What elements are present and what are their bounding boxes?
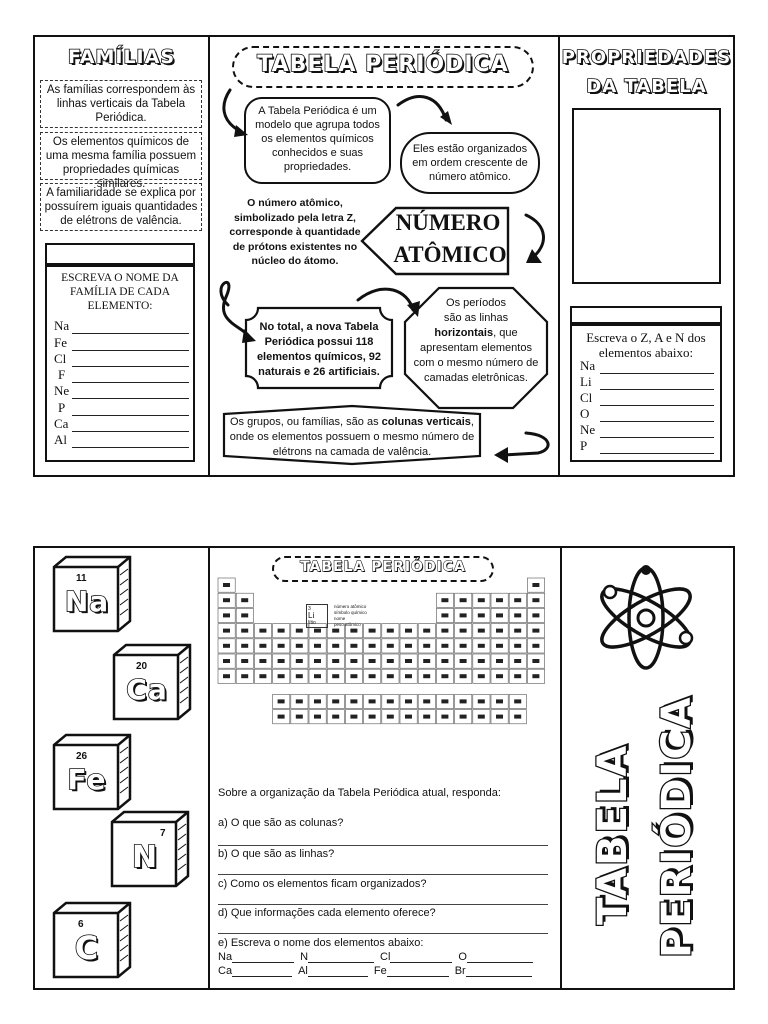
periodic-cell-symbol-mark	[460, 598, 467, 602]
question-b: b) O que são as linhas?	[218, 848, 335, 860]
familias-note-1: As famílias correspondem às linhas verticais da Tabela Periódica.	[40, 80, 202, 128]
periodic-cell-symbol-mark	[387, 659, 394, 663]
periodic-table-figure	[216, 572, 556, 784]
propriedades-exercise-title: Escreva o Z, A e N dos elementos abaixo:	[586, 330, 706, 360]
periodic-cell-symbol-mark	[423, 674, 430, 678]
periodic-cell-symbol-mark	[369, 715, 376, 719]
element-number: 20	[136, 661, 148, 672]
answer-line[interactable]	[72, 350, 189, 351]
propriedades-element: Ne	[580, 422, 596, 437]
familias-flap[interactable]	[45, 243, 195, 265]
vertical-title-1: TABELA	[590, 743, 636, 925]
periodic-cell-symbol-mark	[496, 644, 503, 648]
name-line[interactable]	[466, 965, 532, 977]
periodic-cell-symbol-mark	[296, 699, 303, 703]
periodic-cell-symbol-mark	[241, 644, 248, 648]
periodic-cell-symbol-mark	[241, 598, 248, 602]
name-line[interactable]	[387, 965, 449, 977]
element-block-c	[52, 901, 132, 979]
periodic-cell-symbol-mark	[532, 644, 539, 648]
periodic-cell-symbol-mark	[241, 629, 248, 633]
periodic-cell-symbol-mark	[223, 644, 230, 648]
periodic-cell-symbol-mark	[241, 613, 248, 617]
element-number: 7	[160, 828, 166, 839]
periodic-cell-symbol-mark	[532, 583, 539, 587]
periodic-cell-symbol-mark	[460, 659, 467, 663]
propriedades-flap[interactable]	[570, 306, 722, 324]
periodic-cell-symbol-mark	[441, 644, 448, 648]
periodic-cell-symbol-mark	[314, 659, 321, 663]
periodic-cell-symbol-mark	[332, 699, 339, 703]
periodic-cell-symbol-mark	[387, 699, 394, 703]
periodic-cell-symbol-mark	[259, 629, 266, 633]
name-line[interactable]	[232, 951, 294, 963]
periodic-cell-symbol-mark	[241, 674, 248, 678]
periodic-cell-symbol-mark	[241, 659, 248, 663]
periodic-cell-symbol-mark	[478, 629, 485, 633]
names-row-2	[218, 965, 554, 977]
familias-element-list	[54, 318, 189, 448]
answer-line-d[interactable]	[218, 932, 548, 934]
legend-sample-name: lítio	[308, 620, 316, 626]
element-block-n	[110, 810, 190, 888]
periodic-cell-symbol-mark	[514, 674, 521, 678]
legend-sample-number: 3	[308, 606, 311, 612]
groups-bold: colunas verticais	[381, 416, 471, 428]
answer-line[interactable]	[600, 421, 714, 422]
atomic-number-label-2: ATÔMICO	[393, 242, 507, 267]
periods-line-3: , que apresentam elementos com o mesmo número de camadas eletrônicas.	[413, 327, 539, 384]
answer-line[interactable]	[600, 389, 714, 390]
periodic-cell-symbol-mark	[314, 674, 321, 678]
bottom-center-title: TABELA PERIÓDICA	[300, 559, 466, 575]
periods-line-2: são as linhas	[443, 312, 509, 324]
periodic-cell-symbol-mark	[314, 629, 321, 633]
familias-element: Fe	[54, 334, 67, 350]
familias-element: Ne	[54, 383, 70, 399]
periodic-cell-symbol-mark	[296, 674, 303, 678]
periodic-cell-symbol-mark	[278, 629, 285, 633]
element-symbol: Fe	[67, 763, 107, 796]
periodic-cell-symbol-mark	[223, 674, 230, 678]
periodic-cell-symbol-mark	[441, 598, 448, 602]
periodic-cell-symbol-mark	[350, 659, 357, 663]
answer-line[interactable]	[72, 398, 189, 399]
periodic-cell-symbol-mark	[532, 613, 539, 617]
legend-label: nome	[334, 616, 346, 621]
periodic-cell-symbol-mark	[405, 659, 412, 663]
periodic-cell-symbol-mark	[405, 715, 412, 719]
periodic-cell-symbol-mark	[332, 644, 339, 648]
legend-sample-symbol: Li	[308, 611, 315, 620]
propriedades-element-list	[580, 358, 714, 454]
periodic-cell-symbol-mark	[223, 583, 230, 587]
periodic-cell-symbol-mark	[296, 629, 303, 633]
name-prompt: Ca	[218, 965, 233, 977]
periodic-cell-symbol-mark	[332, 674, 339, 678]
name-prompt: Fe	[373, 965, 387, 977]
periodic-cell-symbol-mark	[514, 699, 521, 703]
periodic-cell-symbol-mark	[514, 644, 521, 648]
periodic-cell-symbol-mark	[296, 644, 303, 648]
questions-intro: Sobre a organização da Tabela Periódica atual, responda:	[218, 787, 501, 799]
question-c: c) Como os elementos ficam organizados?	[218, 878, 427, 890]
name-prompt: N	[300, 951, 309, 963]
periodic-cell-symbol-mark	[405, 674, 412, 678]
periodic-cell-symbol-mark	[278, 644, 285, 648]
element-block-ca	[112, 643, 192, 721]
periodic-table-grid	[216, 572, 556, 784]
answer-line[interactable]	[72, 366, 189, 367]
element-block-na	[52, 555, 132, 633]
periodic-cell-symbol-mark	[496, 629, 503, 633]
propriedades-element: P	[580, 438, 588, 453]
periodic-cell-symbol-mark	[514, 659, 521, 663]
answer-line[interactable]	[600, 437, 714, 438]
periodic-cell-symbol-mark	[460, 699, 467, 703]
element-symbol: Na	[64, 585, 110, 618]
legend-label: número atômico	[334, 604, 367, 609]
name-line[interactable]	[467, 951, 533, 963]
familias-exercise-title: ESCREVA O NOME DA FAMÍLIA DE CADA ELEMENTO:	[61, 272, 179, 312]
periodic-cell-symbol-mark	[296, 715, 303, 719]
legend-labels	[334, 604, 367, 628]
periodic-cell-symbol-mark	[332, 659, 339, 663]
familias-note-3: A familiaridade se explica por possuírem iguais quantidades de elétrons de valência.	[40, 183, 202, 231]
periodic-cell-symbol-mark	[496, 598, 503, 602]
element-number: 11	[76, 573, 87, 584]
periodic-cell-symbol-mark	[223, 613, 230, 617]
familias-note-2: Os elementos químicos de uma mesma família possuem propriedades químicas similares.	[40, 132, 202, 180]
groups-line-1: Os grupos, ou famílias, são as	[230, 416, 379, 428]
periodic-cell-symbol-mark	[514, 598, 521, 602]
periodic-cell-symbol-mark	[478, 699, 485, 703]
periodic-cell-symbol-mark	[532, 598, 539, 602]
answer-line[interactable]	[72, 431, 189, 432]
periodic-cell-symbol-mark	[460, 629, 467, 633]
periodic-cell-symbol-mark	[405, 629, 412, 633]
periodic-cell-symbol-mark	[387, 629, 394, 633]
periodic-cell-symbol-mark	[478, 715, 485, 719]
periodic-cell-symbol-mark	[478, 644, 485, 648]
name-line[interactable]	[232, 965, 292, 977]
groups-line-2: , onde os elementos possuem o mesmo número de elétrons na camada de valência.	[229, 416, 475, 458]
answer-line[interactable]	[600, 405, 714, 406]
element-symbol: N	[131, 840, 159, 875]
periodic-cell-symbol-mark	[405, 644, 412, 648]
periodic-cell-symbol-mark	[387, 715, 394, 719]
periodic-cell-symbol-mark	[423, 699, 430, 703]
periodic-cell-symbol-mark	[350, 674, 357, 678]
propriedades-notes-box[interactable]	[572, 108, 721, 284]
atomic-number-text: O número atômico, simbolizado pela letra Z, corresponde à quantidade de prótons existentes no núcleo do átomo.	[229, 197, 361, 267]
periods-line-1: Os períodos	[446, 297, 506, 309]
familias-element: F	[58, 367, 66, 383]
answer-line-b[interactable]	[218, 873, 548, 875]
periodic-cell-symbol-mark	[460, 644, 467, 648]
periodic-cell-symbol-mark	[460, 715, 467, 719]
periodic-cell-symbol-mark	[296, 659, 303, 663]
periodic-cell-symbol-mark	[350, 715, 357, 719]
periodic-cell-symbol-mark	[496, 674, 503, 678]
periodic-cell-symbol-mark	[369, 699, 376, 703]
atomic-number-label-1: NÚMERO	[395, 210, 501, 235]
legend-sample	[306, 604, 328, 628]
periodic-cell-symbol-mark	[514, 629, 521, 633]
periodic-cell-symbol-mark	[350, 699, 357, 703]
periodic-cell-symbol-mark	[532, 629, 539, 633]
periodic-cell-symbol-mark	[259, 674, 266, 678]
periodic-cell-symbol-mark	[423, 644, 430, 648]
periodic-cell-symbol-mark	[423, 715, 430, 719]
periodic-cell-symbol-mark	[441, 659, 448, 663]
periodic-cell-symbol-mark	[478, 613, 485, 617]
periodic-cell-symbol-mark	[278, 674, 285, 678]
answer-line[interactable]	[600, 453, 714, 454]
name-line[interactable]	[308, 951, 374, 963]
periodic-cell-symbol-mark	[405, 699, 412, 703]
periodic-cell-symbol-mark	[478, 674, 485, 678]
propriedades-title-2: DA TABELA	[586, 76, 707, 97]
periodic-cell-symbol-mark	[314, 699, 321, 703]
periodic-cell-symbol-mark	[423, 629, 430, 633]
familias-element: P	[58, 399, 66, 415]
periodic-cell-symbol-mark	[478, 659, 485, 663]
periodic-cell-symbol-mark	[441, 629, 448, 633]
answer-line[interactable]	[72, 415, 189, 416]
familias-element: Ca	[54, 416, 69, 432]
periodic-cell-symbol-mark	[387, 644, 394, 648]
element-number: 26	[76, 751, 88, 762]
periodic-cell-symbol-mark	[278, 715, 285, 719]
familias-element: Cl	[54, 350, 67, 366]
ordered-bubble: Eles estão organizados em ordem crescente de número atômico.	[400, 132, 540, 194]
periodic-cell-symbol-mark	[441, 674, 448, 678]
element-block-fe	[52, 733, 132, 811]
legend-label: peso atômico	[334, 622, 361, 627]
name-prompt: Na	[218, 951, 233, 963]
answer-line[interactable]	[72, 382, 189, 383]
periodic-cell-symbol-mark	[423, 659, 430, 663]
periodic-cell-symbol-mark	[259, 644, 266, 648]
periodic-cell-symbol-mark	[223, 659, 230, 663]
name-prompt: Cl	[380, 951, 391, 963]
atom-icon	[590, 562, 702, 674]
periodic-cell-symbol-mark	[532, 674, 539, 678]
periodic-cell-symbol-mark	[259, 659, 266, 663]
name-prompt: Al	[298, 965, 308, 977]
element-symbol: C	[74, 929, 100, 967]
answer-line[interactable]	[72, 333, 189, 334]
periods-bold: horizontais	[434, 327, 494, 339]
answer-line-a[interactable]	[218, 844, 548, 846]
periodic-cell-symbol-mark	[514, 613, 521, 617]
propriedades-element: Li	[580, 374, 592, 389]
periodic-cell-symbol-mark	[278, 659, 285, 663]
element-number: 6	[78, 919, 84, 930]
legend-label: símbolo químico	[334, 610, 367, 615]
question-d: d) Que informações cada elemento oferece?	[218, 907, 436, 919]
periodic-cell-symbol-mark	[441, 715, 448, 719]
definition-bubble: A Tabela Periódica é um modelo que agrupa todos os elementos químicos conhecidos e suas propriedades.	[244, 97, 391, 184]
periodic-cell-symbol-mark	[496, 659, 503, 663]
name-line[interactable]	[390, 951, 452, 963]
periodic-cell-symbol-mark	[223, 598, 230, 602]
propriedades-element: O	[580, 406, 590, 421]
periodic-cell-symbol-mark	[314, 644, 321, 648]
names-row-1	[218, 951, 554, 963]
periodic-cell-symbol-mark	[514, 715, 521, 719]
periodic-cell-symbol-mark	[369, 644, 376, 648]
familias-element: Al	[54, 432, 67, 448]
name-line[interactable]	[308, 965, 368, 977]
periodic-cell-symbol-mark	[350, 644, 357, 648]
question-e: e) Escreva o nome dos elementos abaixo:	[218, 937, 424, 949]
name-prompt: O	[458, 951, 467, 963]
periodic-cell-symbol-mark	[478, 598, 485, 602]
periodic-cell-symbol-mark	[369, 674, 376, 678]
familias-element: Na	[54, 318, 70, 334]
total-text: No total, a nova Tabela Periódica possui 118 elementos químicos, 92 naturais e 26 artificiais.	[256, 321, 382, 378]
propriedades-element: Cl	[580, 390, 593, 405]
arrows-decor	[208, 35, 560, 477]
name-prompt: Br	[454, 965, 466, 977]
answer-line[interactable]	[72, 447, 189, 448]
center-title: TABELA PERIÓDICA	[257, 52, 509, 77]
vertical-title-2: PERIÓDICA	[654, 695, 700, 958]
periodic-cell-symbol-mark	[332, 715, 339, 719]
periodic-cell-symbol-mark	[441, 699, 448, 703]
periodic-cell-symbol-mark	[369, 629, 376, 633]
answer-line-c[interactable]	[218, 903, 548, 905]
question-a: a) O que são as colunas?	[218, 817, 344, 829]
periodic-cell-symbol-mark	[496, 613, 503, 617]
periodic-cell-symbol-mark	[496, 699, 503, 703]
answer-line[interactable]	[600, 373, 714, 374]
periodic-cell-symbol-mark	[350, 629, 357, 633]
periodic-cell-symbol-mark	[387, 674, 394, 678]
periodic-cell-symbol-mark	[532, 659, 539, 663]
periodic-cell-symbol-mark	[314, 715, 321, 719]
periodic-cell-symbol-mark	[496, 715, 503, 719]
periodic-cell-symbol-mark	[332, 629, 339, 633]
periodic-cell-symbol-mark	[460, 613, 467, 617]
propriedades-title-1: PROPRIEDADES	[561, 47, 732, 68]
familias-title: FAMÍLIAS	[67, 46, 176, 68]
periodic-cell-symbol-mark	[441, 613, 448, 617]
periodic-cell-symbol-mark	[460, 674, 467, 678]
periodic-cell-symbol-mark	[369, 659, 376, 663]
periodic-cell-symbol-mark	[278, 699, 285, 703]
propriedades-element: Na	[580, 358, 596, 373]
periodic-cell-symbol-mark	[223, 629, 230, 633]
element-symbol: Ca	[126, 673, 168, 706]
